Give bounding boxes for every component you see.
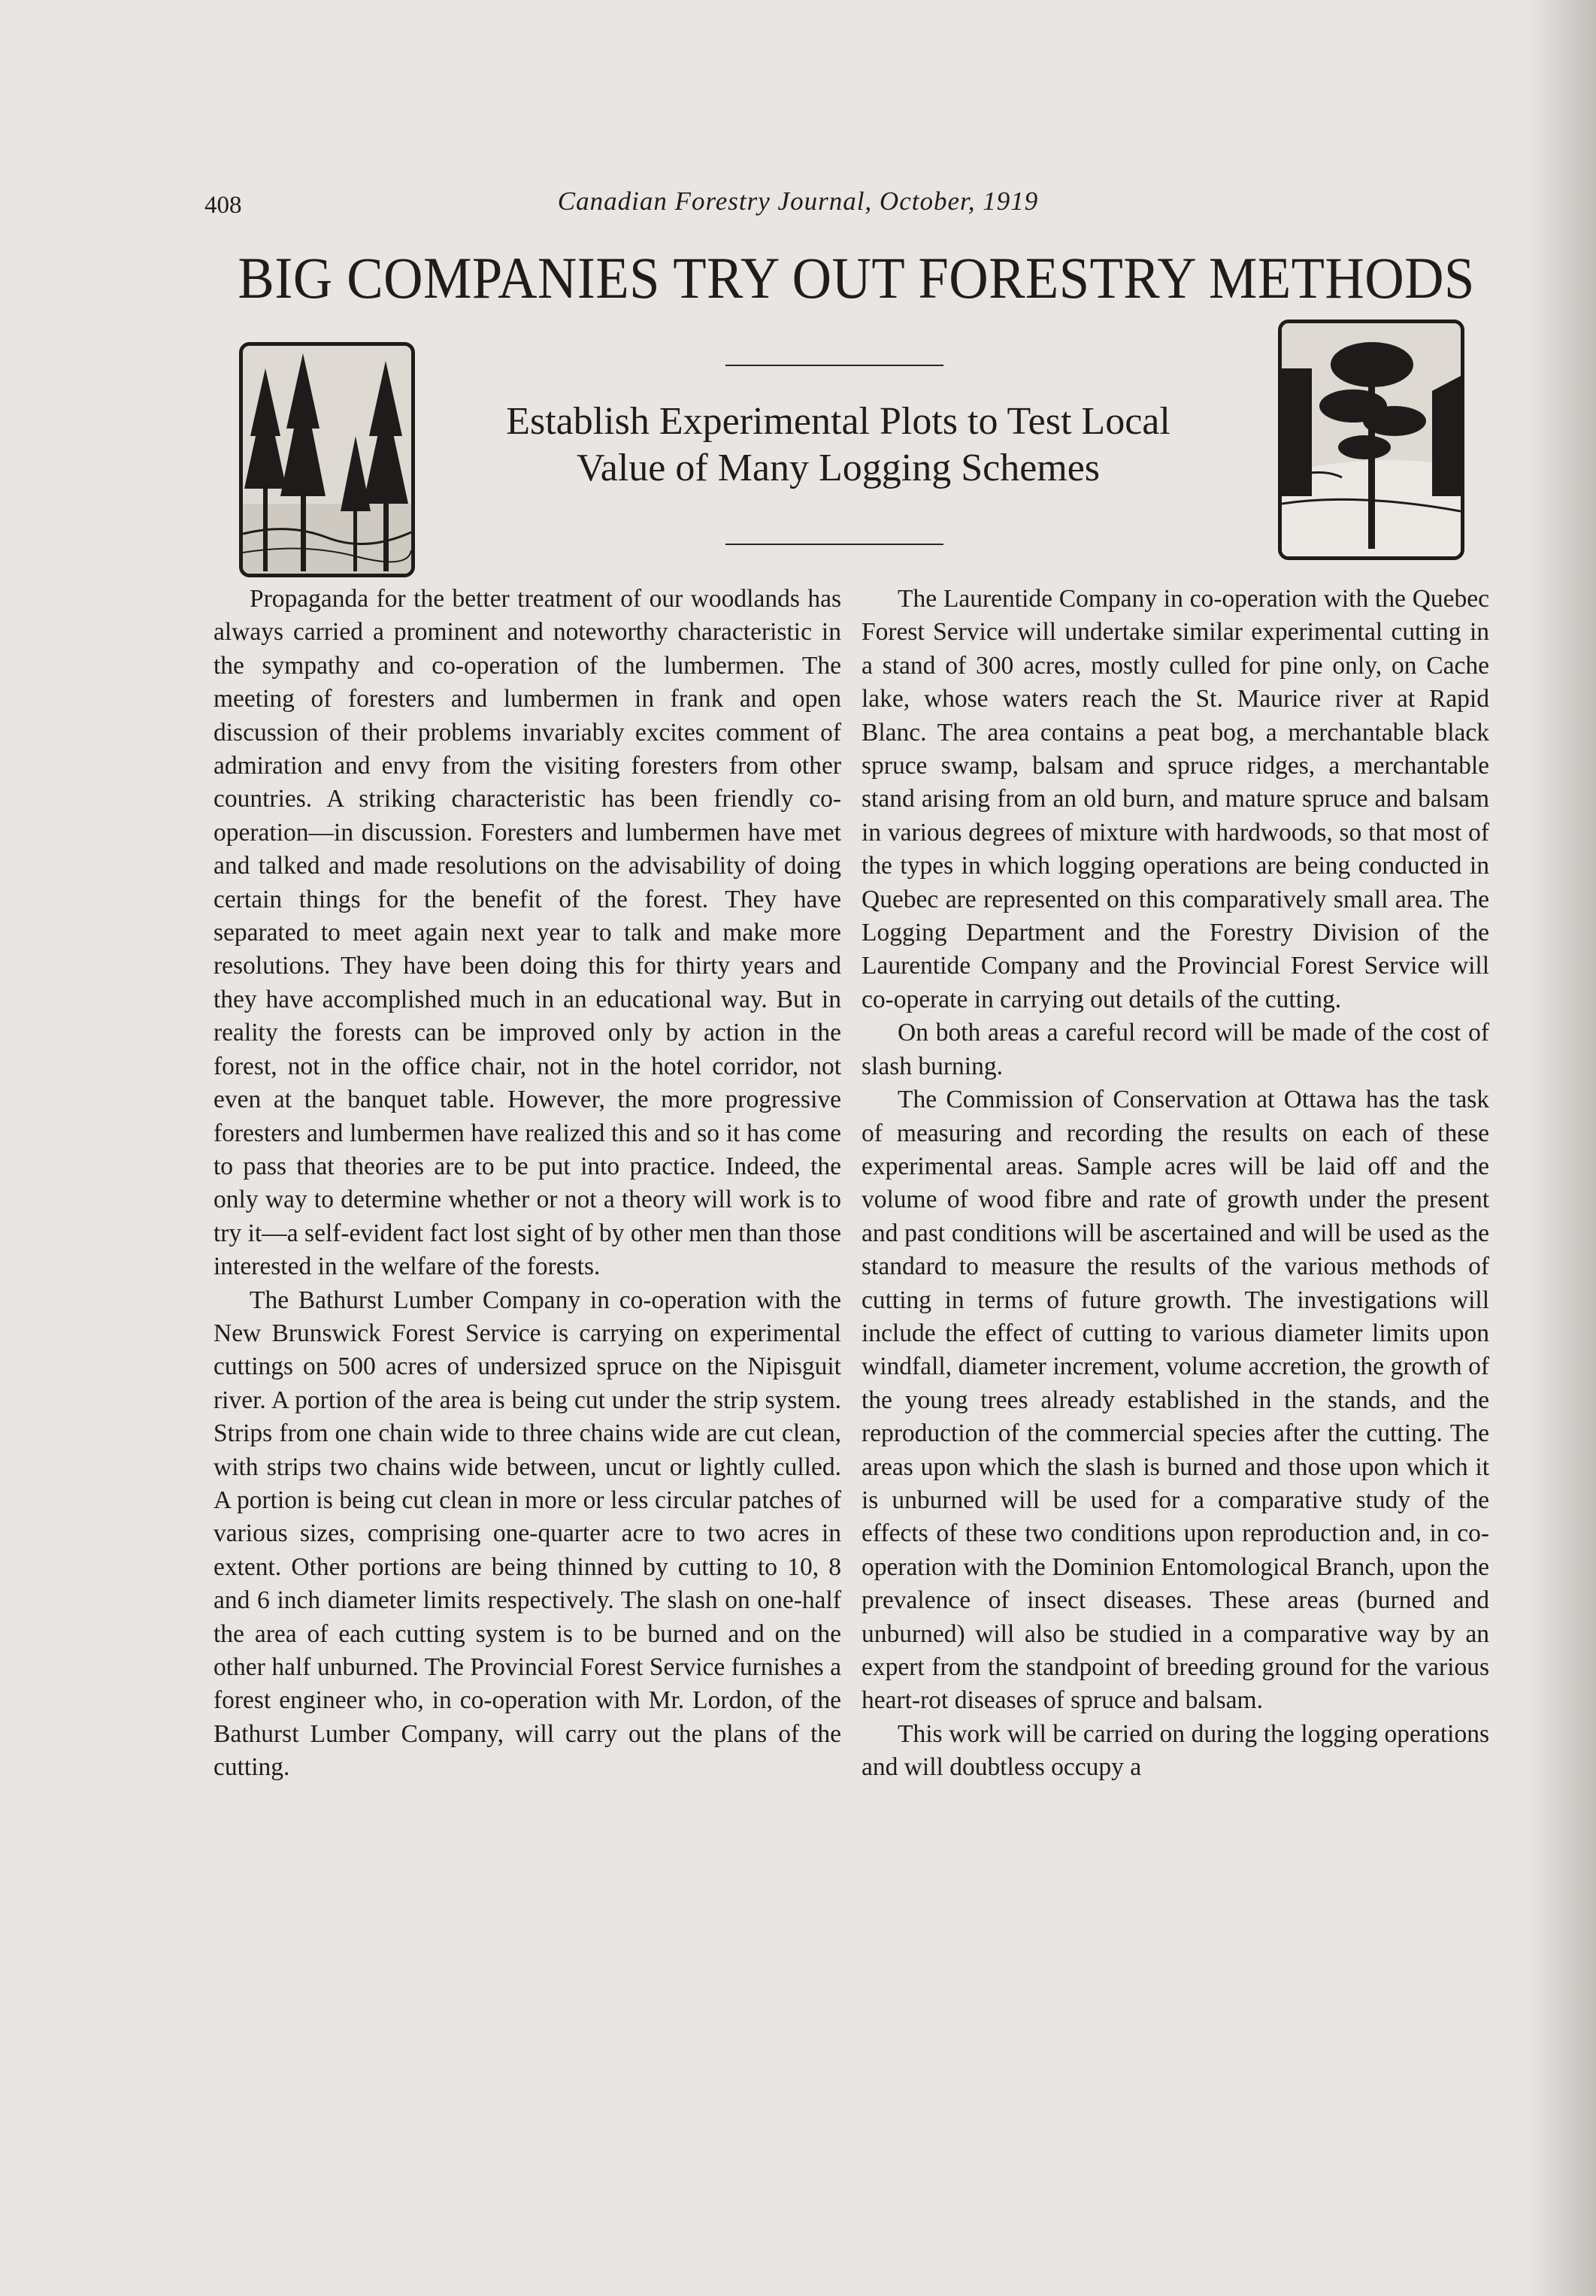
- lone-pine-tree-icon: [1278, 320, 1464, 560]
- subhead-rule-bottom: [725, 544, 943, 545]
- paragraph: On both areas a careful record will be made of the cost of slash burning.: [862, 1019, 1489, 1080]
- paragraph: The Laurentide Company in co-operation with the Quebec Forest Service will undertake similar experimental cutting in a stand of 300 acres, mostly culled for pine only, on Cache lake, whose waters reach the St. Maurice river at Rapid Blanc. The area contains a peat bog, a merchantable black spruce swamp, balsam and spruce ridges, a merchantable stand arising from an old burn, and mature spruce and balsam in various degrees of mixture with hardwoods, so that most of the types in which logging operations are being conducted in Quebec are represented on this comparatively small area. The Logging Department and the Forestry Division of the Laurentide Company and the Provincial Forest Service will co-operate in carrying out details of the cutting.: [862, 585, 1489, 1013]
- page-edge-shadow: [1528, 0, 1596, 2296]
- paragraph: The Bathurst Lumber Company in co-operation with the New Brunswick Forest Service is carrying on experimental cuttings on 500 acres of undersized spruce on the Nipisguit river. A portion of the area is being cut under the strip system. Strips from one chain wide to three chains wide are cut clean, with strips two chains wide between, uncut or lightly culled. A portion is being cut clean in more or less circular patches of various sizes, comprising one-quarter acre to two acres in extent. Other portions are being thinned by cutting to 10, 8 and 6 inch diameter limits respectively. The slash on one-half the area of each cutting system is to be burned and on the other half unburned. The Provincial Forest Service furnishes a forest engineer who, in co-operation with Mr. Lordon, of the Bathurst Lumber Company, will carry out the plans of the cutting.: [214, 1286, 841, 1782]
- running-head: Canadian Forestry Journal, October, 1919: [557, 186, 1039, 216]
- forest-scene-icon: [239, 342, 415, 577]
- paragraph: This work will be carried on during the logging operations and will doubtless occupy a: [862, 1719, 1489, 1782]
- paragraph: The Commission of Conservation at Ottawa has the task of measuring and recording the results on each of these experimental areas. Sample acres will be laid off and the volume of wood fibre and rate of growth under the present and past conditions will be ascertained and will be used as the standard to measure the results of the various methods of cutting in terms of future growth. The investigations will include the effect of cutting to various diameter limits upon windfall, diameter increment, volume accretion, the growth of the young trees already established in the stands, and the reproduction of the commercial species after the cutting. The areas upon which the slash is burned and those upon which it is unburned will be used for a comparative study of the effects of these two conditions upon reproduction and, in co-operation with the Dominion Entomological Branch, upon the prevalence of insect diseases. These areas (burned and unburned) will also be studied in a comparative way by an expert from the standpoint of breeding ground for the various heart-rot diseases of spruce and balsam.: [862, 1086, 1489, 1715]
- article-column-left: [214, 583, 841, 1785]
- subheadline-line-1: Establish Experimental Plots to Test Local: [506, 400, 1171, 443]
- paragraph: Propaganda for the better treatment of our woodlands has always carried a prominent and noteworthy characteristic in the sympathy and co-operation of the lumbermen. The meeting of foresters and lumbermen in frank and open discussion of their problems invariably excites comment of admiration and envy from the visiting foresters from other countries. A striking characteristic has been friendly co-operation—in discussion. Foresters and lumbermen have met and talked and made resolutions on the advisability of doing certain things for the benefit of the forest. They have separated to meet again next year to talk and make more resolutions. They have been doing this for thirty years and they have accomplished much in an educational way. But in reality the forests can be improved only by action in the forest, not in the office chair, not in the hotel corridor, not even at the banquet table. However, the more progressive foresters and lumbermen have realized this and so it has come to pass that theories are to be put into practice. Indeed, the only way to determine whether or not a theory will work is to try it—a self-evident fact lost sight of by other men than those interested in the welfare of the forests.: [214, 585, 841, 1281]
- page-number: 408: [204, 192, 242, 219]
- article-column-right: [862, 583, 1489, 1785]
- headline: BIG COMPANIES TRY OUT FORESTRY METHODS: [238, 245, 1475, 310]
- subheadline-line-2: Value of Many Logging Schemes: [576, 447, 1101, 489]
- subhead-rule-top: [725, 365, 943, 366]
- subheadline: [421, 398, 1255, 492]
